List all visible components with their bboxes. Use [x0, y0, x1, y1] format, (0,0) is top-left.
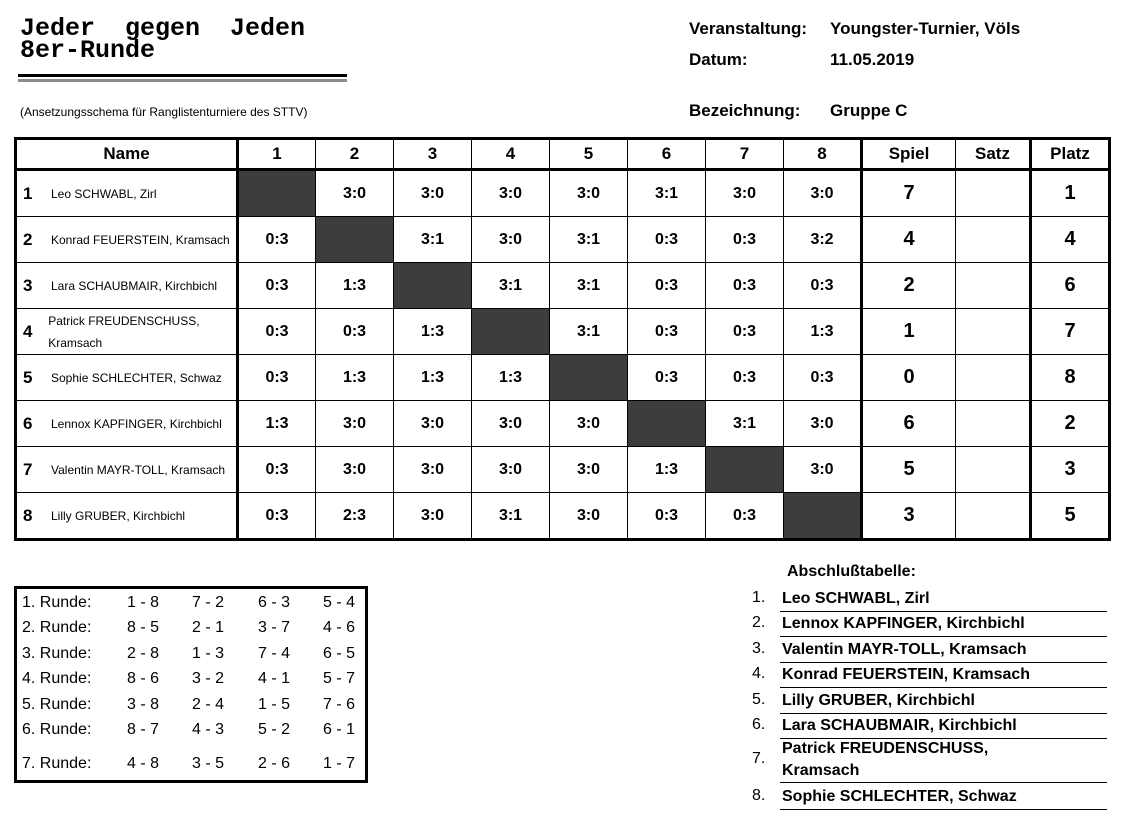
match-result-cell: 3:0 — [316, 447, 394, 493]
match-result-cell: 1:3 — [316, 355, 394, 401]
title-line-2: 8er-Runde — [20, 36, 156, 65]
round-pairing: 2 - 1 — [192, 619, 225, 636]
match-result-cell: 3:1 — [628, 170, 706, 217]
player-cell — [16, 309, 238, 355]
platz-cell: 3 — [1031, 447, 1110, 493]
final-player-name: Leo SCHWABL, Zirl — [782, 590, 930, 607]
round-pairing: 8 - 7 — [127, 721, 160, 738]
match-result-cell: 3:0 — [472, 170, 550, 217]
match-result-cell: 0:3 — [706, 217, 784, 263]
player-name: Patrick FREUDENSCHUSS, Kramsach — [48, 313, 200, 350]
match-result-cell: 3:0 — [550, 401, 628, 447]
player-name: Lara SCHAUBMAIR, Kirchbichl — [51, 278, 218, 293]
match-result-cell: 3:0 — [316, 170, 394, 217]
title-line-1: Jeder gegen Jeden — [20, 14, 306, 43]
round-label: 1. Runde: — [22, 594, 92, 611]
match-result-cell: 0:3 — [628, 309, 706, 355]
spiel-cell: 7 — [862, 170, 956, 217]
col-header-3: 3 — [394, 139, 472, 170]
round-pairing: 6 - 3 — [258, 594, 291, 611]
player-number: 1 — [23, 183, 33, 203]
diagonal-blocked-cell — [394, 263, 472, 309]
round-label: 4. Runde: — [22, 670, 92, 687]
round-pairing: 1 - 7 — [323, 755, 356, 772]
match-result-cell: 3:1 — [472, 263, 550, 309]
match-result-cell: 0:3 — [238, 217, 316, 263]
match-result-cell: 3:0 — [550, 170, 628, 217]
spiel-cell: 2 — [862, 263, 956, 309]
diagonal-blocked-cell — [550, 355, 628, 401]
round-pairing: 2 - 6 — [258, 755, 291, 772]
match-result-cell: 3:1 — [394, 217, 472, 263]
final-rank: 5. — [752, 691, 766, 708]
table-row — [16, 401, 1110, 447]
player-cell — [16, 170, 238, 217]
satz-cell — [956, 493, 1031, 540]
match-result-cell: 3:0 — [472, 401, 550, 447]
col-header-2: 2 — [316, 139, 394, 170]
match-result-cell: 0:3 — [628, 263, 706, 309]
match-result-cell: 3:0 — [550, 447, 628, 493]
final-table-title: Abschlußtabelle: — [787, 563, 916, 580]
col-header-spiel: Spiel — [862, 139, 956, 170]
match-result-cell: 0:3 — [238, 493, 316, 540]
event-value: Youngster-Turnier, Völs — [830, 19, 1021, 38]
round-pairing: 1 - 8 — [127, 594, 160, 611]
round-pairing: 6 - 5 — [323, 645, 356, 662]
final-row-underline — [780, 782, 1107, 783]
platz-cell: 5 — [1031, 493, 1110, 540]
col-header-7: 7 — [706, 139, 784, 170]
player-name: Leo SCHWABL, Zirl — [51, 186, 157, 201]
final-player-name: Konrad FEUERSTEIN, Kramsach — [782, 666, 1031, 683]
final-table-row — [752, 738, 1107, 783]
round-pairing: 7 - 4 — [258, 645, 291, 662]
col-header-name: Name — [16, 139, 238, 170]
final-player-name: Valentin MAYR-TOLL, Kramsach — [782, 641, 1027, 658]
diagonal-blocked-cell — [784, 493, 862, 540]
round-pairing: 8 - 6 — [127, 670, 160, 687]
match-result-cell: 3:0 — [784, 401, 862, 447]
player-number: 3 — [23, 275, 33, 295]
final-rank: 1. — [752, 589, 766, 606]
final-row-underline — [780, 687, 1107, 688]
final-rank: 4. — [752, 665, 766, 682]
match-result-cell: 1:3 — [316, 263, 394, 309]
table-row — [16, 493, 1110, 540]
diagonal-blocked-cell — [238, 170, 316, 217]
final-player-name: Lennox KAPFINGER, Kirchbichl — [782, 615, 1025, 632]
match-result-cell: 3:0 — [394, 493, 472, 540]
match-result-cell: 3:0 — [394, 401, 472, 447]
round-pairing: 2 - 4 — [192, 696, 225, 713]
satz-cell — [956, 217, 1031, 263]
final-player-name: Lilly GRUBER, Kirchbichl — [782, 692, 975, 709]
final-table-row — [752, 715, 1107, 739]
match-result-cell: 3:0 — [550, 493, 628, 540]
final-row-underline — [780, 713, 1107, 714]
round-pairing: 5 - 7 — [323, 670, 356, 687]
results-grid — [14, 137, 1111, 541]
round-pairing: 4 - 8 — [127, 755, 160, 772]
match-result-cell: 3:1 — [706, 401, 784, 447]
spiel-cell: 4 — [862, 217, 956, 263]
group-label: Bezeichnung: — [689, 101, 801, 120]
final-table-row — [752, 613, 1107, 637]
satz-cell — [956, 170, 1031, 217]
table-row — [16, 309, 1110, 355]
match-result-cell: 1:3 — [394, 355, 472, 401]
col-header-1: 1 — [238, 139, 316, 170]
final-player-name: Lara SCHAUBMAIR, Kirchbichl — [782, 717, 1017, 734]
match-result-cell: 3:2 — [784, 217, 862, 263]
match-result-cell: 0:3 — [628, 355, 706, 401]
diagonal-blocked-cell — [706, 447, 784, 493]
final-player-name: Patrick FREUDENSCHUSS, Kramsach — [782, 740, 989, 779]
satz-cell — [956, 355, 1031, 401]
player-number: 8 — [23, 505, 33, 525]
match-result-cell: 0:3 — [316, 309, 394, 355]
match-result-cell: 3:0 — [472, 217, 550, 263]
player-number: 5 — [23, 367, 33, 387]
round-pairing: 7 - 2 — [192, 594, 225, 611]
spiel-cell: 0 — [862, 355, 956, 401]
match-result-cell: 0:3 — [706, 263, 784, 309]
round-label: 5. Runde: — [22, 696, 92, 713]
final-row-underline — [780, 636, 1107, 637]
round-pairing: 2 - 8 — [127, 645, 160, 662]
match-result-cell: 0:3 — [238, 447, 316, 493]
table-row — [16, 447, 1110, 493]
player-name: Sophie SCHLECHTER, Schwaz — [51, 370, 222, 385]
match-result-cell: 0:3 — [784, 355, 862, 401]
match-result-cell: 0:3 — [784, 263, 862, 309]
platz-cell: 8 — [1031, 355, 1110, 401]
col-header-6: 6 — [628, 139, 706, 170]
final-row-underline — [780, 809, 1107, 810]
grid-header-row — [16, 139, 1110, 170]
match-result-cell: 1:3 — [628, 447, 706, 493]
final-row-underline — [780, 662, 1107, 663]
page-title — [20, 14, 306, 65]
match-result-cell: 3:0 — [394, 170, 472, 217]
player-cell — [16, 217, 238, 263]
table-row — [16, 355, 1110, 401]
match-result-cell: 3:1 — [472, 493, 550, 540]
col-header-satz: Satz — [956, 139, 1031, 170]
match-result-cell: 3:0 — [472, 447, 550, 493]
event-label: Veranstaltung: — [689, 19, 808, 38]
match-result-cell: 1:3 — [238, 401, 316, 447]
title-underline — [18, 74, 347, 77]
date-label: Datum: — [689, 50, 748, 69]
col-header-platz: Platz — [1031, 139, 1110, 170]
player-number: 2 — [23, 229, 33, 249]
match-result-cell: 3:0 — [784, 170, 862, 217]
match-result-cell: 3:0 — [706, 170, 784, 217]
date-value: 11.05.2019 — [830, 50, 915, 69]
round-pairing: 3 - 5 — [192, 755, 225, 772]
table-row — [16, 263, 1110, 309]
title-underline-shadow — [18, 79, 347, 82]
final-table-row — [752, 690, 1107, 714]
final-rank: 7. — [752, 750, 766, 767]
round-pairing: 6 - 1 — [323, 721, 356, 738]
round-pairing: 4 - 1 — [258, 670, 291, 687]
match-result-cell: 3:1 — [550, 263, 628, 309]
round-pairing: 1 - 3 — [192, 645, 225, 662]
final-rank: 6. — [752, 716, 766, 733]
final-rank: 8. — [752, 787, 766, 804]
round-pairing: 1 - 5 — [258, 696, 291, 713]
match-result-cell: 0:3 — [238, 263, 316, 309]
match-result-cell: 2:3 — [316, 493, 394, 540]
platz-cell: 2 — [1031, 401, 1110, 447]
spiel-cell: 1 — [862, 309, 956, 355]
match-result-cell: 0:3 — [238, 309, 316, 355]
final-table-row — [752, 588, 1107, 612]
match-result-cell: 3:0 — [784, 447, 862, 493]
round-pairing: 8 - 5 — [127, 619, 160, 636]
col-header-4: 4 — [472, 139, 550, 170]
player-number: 7 — [23, 459, 33, 479]
round-label: 7. Runde: — [22, 755, 92, 772]
diagonal-blocked-cell — [472, 309, 550, 355]
final-table-row — [752, 786, 1107, 810]
player-name: Lennox KAPFINGER, Kirchbichl — [51, 416, 222, 431]
round-label: 6. Runde: — [22, 721, 92, 738]
col-header-8: 8 — [784, 139, 862, 170]
spiel-cell: 5 — [862, 447, 956, 493]
final-player-name: Sophie SCHLECHTER, Schwaz — [782, 788, 1017, 805]
player-number: 4 — [23, 321, 33, 341]
match-result-cell: 0:3 — [628, 217, 706, 263]
platz-cell: 4 — [1031, 217, 1110, 263]
final-table-row — [752, 664, 1107, 688]
match-result-cell: 1:3 — [784, 309, 862, 355]
match-result-cell: 0:3 — [706, 309, 784, 355]
diagonal-blocked-cell — [628, 401, 706, 447]
final-table-row — [752, 639, 1107, 663]
satz-cell — [956, 447, 1031, 493]
final-row-underline — [780, 611, 1107, 612]
col-header-5: 5 — [550, 139, 628, 170]
match-result-cell: 0:3 — [706, 493, 784, 540]
satz-cell — [956, 309, 1031, 355]
round-schedule — [14, 586, 368, 783]
scheme-note: (Ansetzungsschema für Ranglistenturniere des STTV) — [20, 105, 308, 119]
satz-cell — [956, 263, 1031, 309]
match-result-cell: 3:0 — [394, 447, 472, 493]
player-cell — [16, 355, 238, 401]
round-label: 3. Runde: — [22, 645, 92, 662]
round-pairing: 3 - 7 — [258, 619, 291, 636]
group-value: Gruppe C — [830, 101, 908, 120]
player-name: Valentin MAYR-TOLL, Kramsach — [51, 462, 226, 477]
round-pairing: 3 - 2 — [192, 670, 225, 687]
final-rank: 2. — [752, 614, 766, 631]
round-pairing: 5 - 2 — [258, 721, 291, 738]
player-number: 6 — [23, 413, 33, 433]
satz-cell — [956, 401, 1031, 447]
spiel-cell: 6 — [862, 401, 956, 447]
match-result-cell: 1:3 — [472, 355, 550, 401]
platz-cell: 6 — [1031, 263, 1110, 309]
match-result-cell: 0:3 — [238, 355, 316, 401]
platz-cell: 7 — [1031, 309, 1110, 355]
player-name: Konrad FEUERSTEIN, Kramsach — [51, 232, 230, 247]
final-rank: 3. — [752, 640, 766, 657]
player-cell — [16, 263, 238, 309]
table-row — [16, 170, 1110, 217]
round-pairing: 7 - 6 — [323, 696, 356, 713]
match-result-cell: 3:1 — [550, 309, 628, 355]
platz-cell: 1 — [1031, 170, 1110, 217]
match-result-cell: 0:3 — [628, 493, 706, 540]
player-cell — [16, 493, 238, 540]
match-result-cell: 0:3 — [706, 355, 784, 401]
round-label: 2. Runde: — [22, 619, 92, 636]
round-pairing: 3 - 8 — [127, 696, 160, 713]
round-pairing: 5 - 4 — [323, 594, 356, 611]
match-result-cell: 3:0 — [316, 401, 394, 447]
player-cell — [16, 447, 238, 493]
match-result-cell: 1:3 — [394, 309, 472, 355]
round-pairing: 4 - 3 — [192, 721, 225, 738]
match-result-cell: 3:1 — [550, 217, 628, 263]
player-name: Lilly GRUBER, Kirchbichl — [51, 508, 186, 523]
spiel-cell: 3 — [862, 493, 956, 540]
round-pairing: 4 - 6 — [323, 619, 356, 636]
player-cell — [16, 401, 238, 447]
diagonal-blocked-cell — [316, 217, 394, 263]
table-row — [16, 217, 1110, 263]
